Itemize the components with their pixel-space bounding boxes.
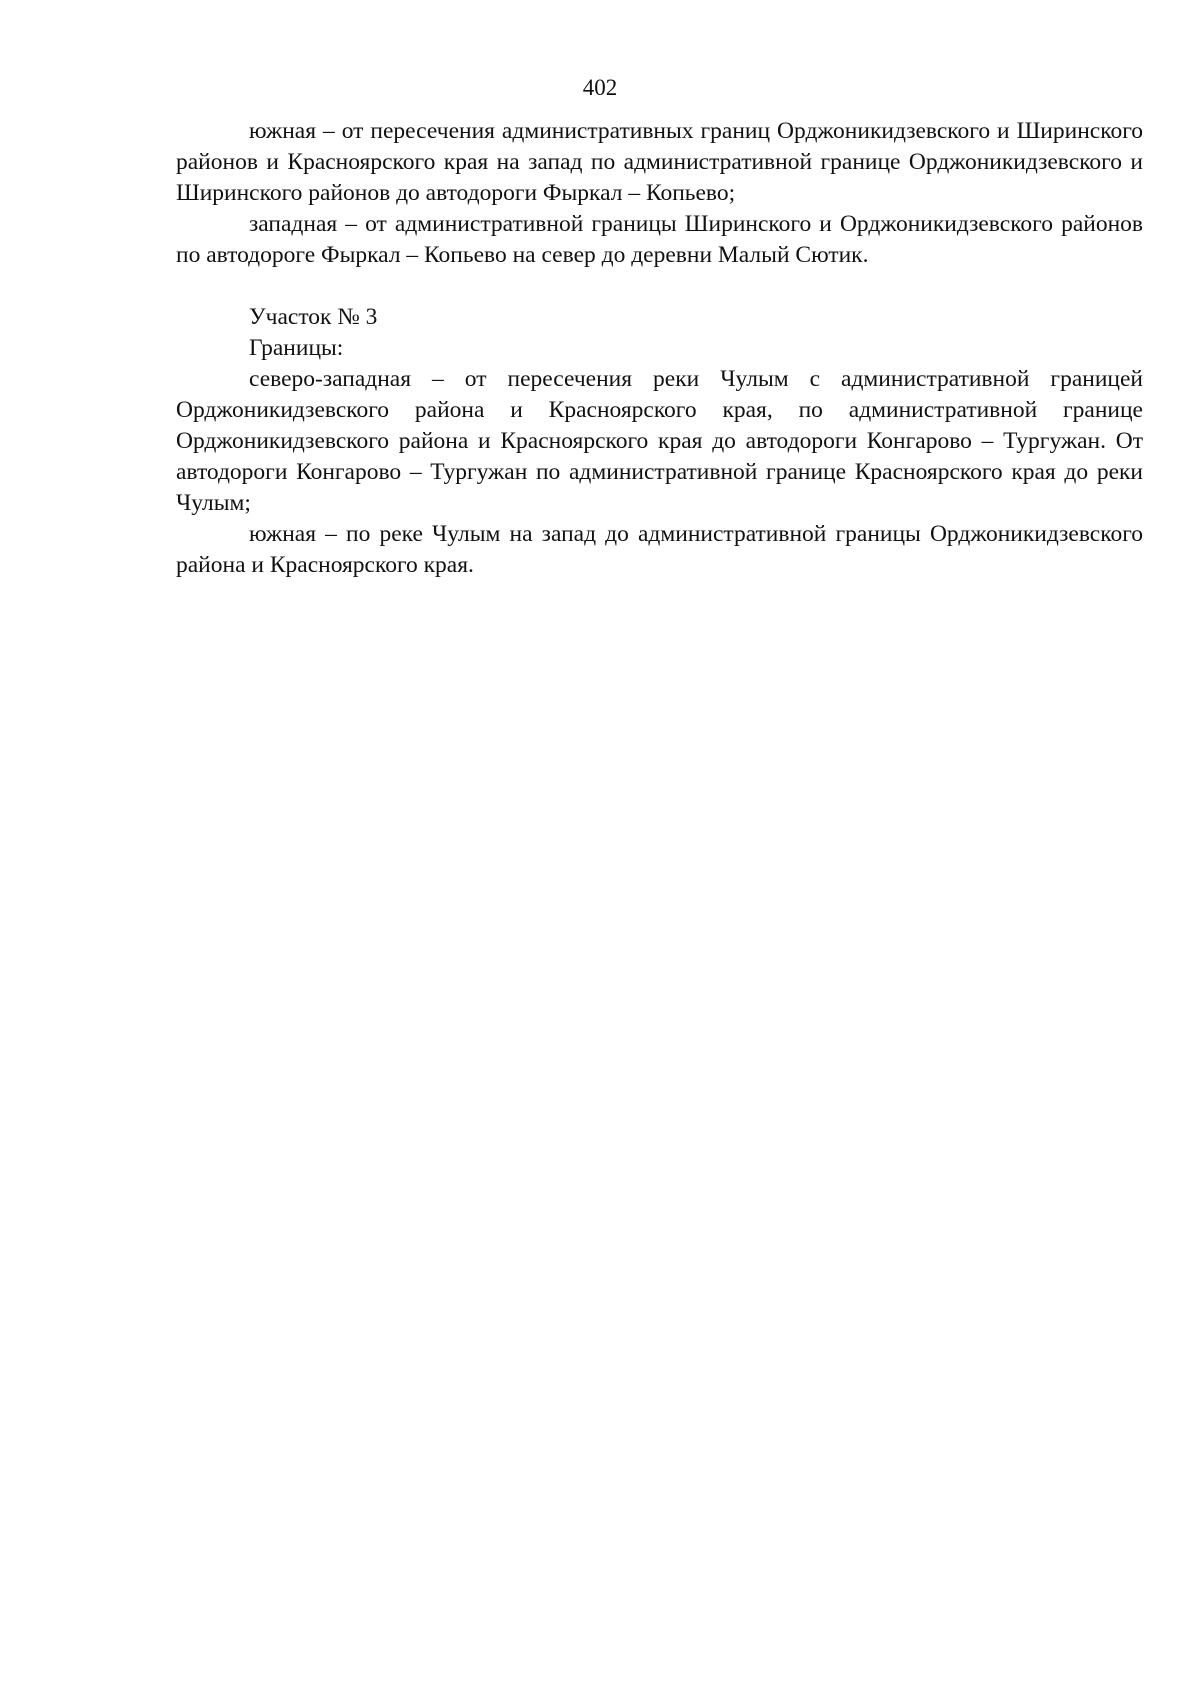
document-body <box>176 116 1143 581</box>
south-border-paragraph: южная – от пересечения административных границ Орджоникидзевского и Ширинского районов и Красноярского края на запад по административной границе Орджоникидзевского и Ширинского районов до автодороги Фыркал – Копьево; <box>176 118 1143 206</box>
section3-south-border-paragraph: южная – по реке Чулым на запад до административной границы Орджоникидзевского района и Красноярского края. <box>176 521 1143 578</box>
borders-label: Границы: <box>249 335 344 361</box>
section-heading: Участок № 3 <box>249 304 378 330</box>
paragraph-gap <box>176 271 1143 302</box>
west-border-paragraph: западная – от административной границы Ширинского и Орджоникидзевского районов по автодороге Фыркал – Копьево на север до деревни Малый Сютик. <box>176 211 1143 268</box>
page-number: 402 <box>582 75 618 100</box>
northwest-border-paragraph: северо-западная – от пересечения реки Чулым с административной границей Орджоникидзевского района и Красноярского края, по административной границе Орджоникидзевского района и Красноярского края до автодороги Конгарово – Тургужан. От автодороги Конгарово – Тургужан по административной границе Красноярского края до реки Чулым; <box>176 366 1143 516</box>
